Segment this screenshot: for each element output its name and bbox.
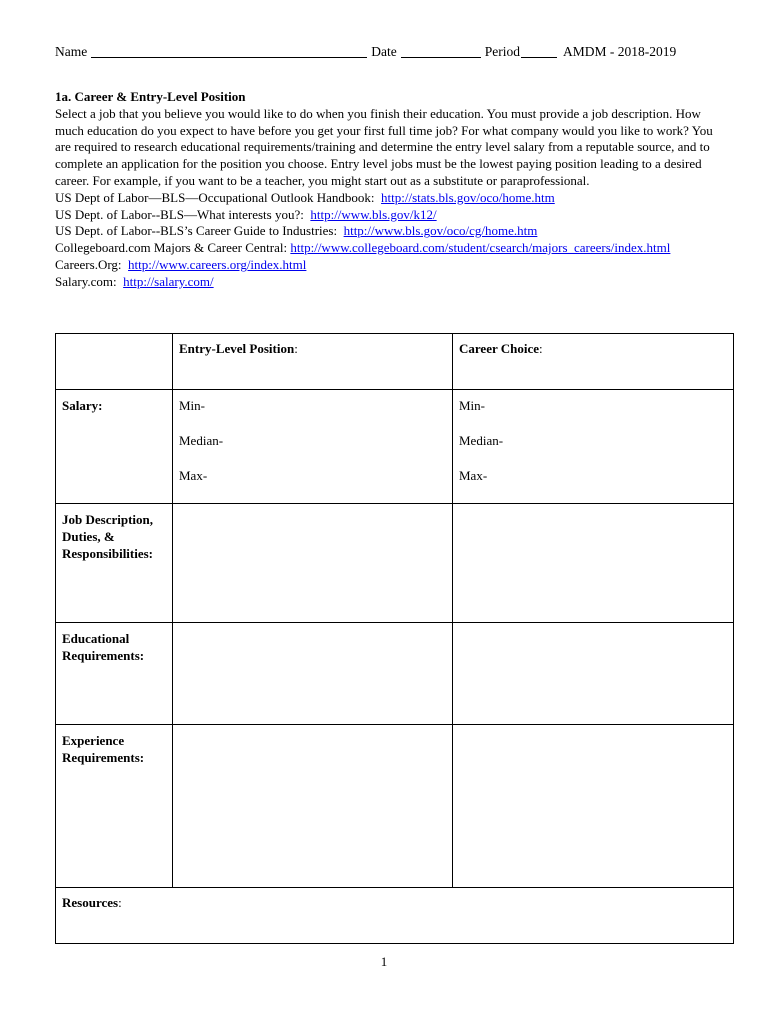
resources-cell[interactable]: Resources: — [56, 888, 734, 944]
resource-line — [55, 207, 715, 224]
resource-link[interactable]: http://www.careers.org/index.html — [128, 256, 307, 272]
career-job-description-cell[interactable] — [453, 504, 734, 623]
resource-line — [55, 190, 715, 207]
name-label: Name — [55, 44, 88, 59]
resource-link[interactable]: http://www.bls.gov/oco/cg/home.htm — [343, 223, 538, 239]
name-blank[interactable] — [91, 44, 367, 58]
job-description-row — [56, 504, 734, 623]
resource-label: Collegeboard.com Majors & Career Central: — [55, 240, 288, 256]
resource-label: Salary.com: — [55, 273, 117, 289]
date-blank[interactable] — [401, 44, 481, 58]
resource-label: Careers.Org: — [55, 256, 122, 272]
page-number: 1 — [380, 954, 388, 969]
resource-line — [55, 274, 715, 291]
experience-row — [56, 725, 734, 888]
course-label: AMDM - 2018-2019 — [562, 44, 677, 59]
education-row — [56, 623, 734, 725]
student-info-header — [55, 44, 715, 60]
min-label: Min- — [179, 398, 205, 413]
table-header-row — [56, 334, 734, 390]
entry-education-cell[interactable] — [173, 623, 453, 725]
resource-link[interactable]: http://www.bls.gov/k12/ — [310, 206, 437, 222]
resource-link[interactable]: http://stats.bls.gov/oco/home.htm — [381, 189, 555, 205]
career-education-cell[interactable] — [453, 623, 734, 725]
section-heading: 1a. Career & Entry-Level Position — [55, 89, 246, 104]
min-label: Min- — [459, 398, 485, 413]
resource-label: US Dept. of Labor--BLS’s Career Guide to Industries: — [55, 223, 338, 239]
career-table — [55, 333, 734, 944]
entry-salary-cell[interactable] — [173, 390, 453, 504]
resources-row — [56, 888, 734, 944]
resource-link[interactable]: http://www.collegeboard.com/student/csearch/majors_careers/index.html — [290, 240, 671, 256]
career-experience-cell[interactable] — [453, 725, 734, 888]
entry-job-description-cell[interactable] — [173, 504, 453, 623]
education-label: Educational Requirements: — [56, 623, 173, 725]
period-label: Period — [484, 44, 520, 59]
career-choice-header: Career Choice: — [453, 334, 734, 390]
entry-level-header: Entry-Level Position: — [173, 334, 453, 390]
resource-line — [55, 240, 715, 257]
salary-label: Salary: — [56, 390, 173, 504]
resource-label: US Dept of Labor—BLS—Occupational Outlook Handbook: — [55, 189, 375, 205]
entry-experience-cell[interactable] — [173, 725, 453, 888]
resource-line — [55, 223, 715, 240]
corner-cell — [56, 334, 173, 390]
resource-label: US Dept. of Labor--BLS—What interests you?: — [55, 206, 304, 222]
resource-line — [55, 257, 715, 274]
instructions-paragraph: Select a job that you believe you would like to do when you finish their education. You must provide a job description. How much education do you expect to have before you get your first full time job? For what company would you like to work? You are required to research educational requirements/training and determine the entry level salary from a reputable source, and to complete an application for the position you choose. Entry level jobs must be the lowest paying position leading to a desired career. For example, if you want to be a teacher, you might start out as a substitute or paraprofessional. — [55, 105, 713, 188]
salary-row — [56, 390, 734, 504]
job-description-label: Job Description, Duties, & Responsibilities: — [56, 504, 173, 623]
resources-label: Resources — [62, 895, 119, 910]
max-label: Max- — [179, 468, 208, 483]
experience-label: Experience Requirements: — [56, 725, 173, 888]
max-label: Max- — [459, 468, 488, 483]
median-label: Median- — [459, 433, 504, 448]
resource-link[interactable]: http://salary.com/ — [123, 273, 214, 289]
assignment-section — [55, 89, 715, 291]
period-blank[interactable] — [521, 44, 557, 58]
median-label: Median- — [179, 433, 224, 448]
date-label: Date — [371, 44, 397, 59]
career-salary-cell[interactable] — [453, 390, 734, 504]
